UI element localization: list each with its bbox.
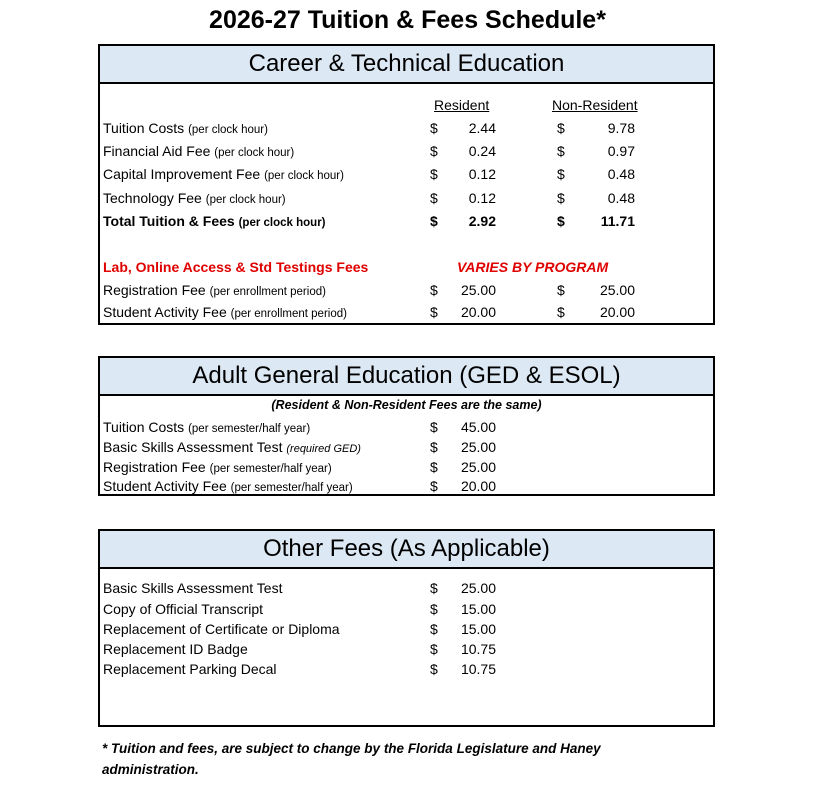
amount: 20.00 xyxy=(460,478,496,494)
resident-amount: 25.00 xyxy=(460,282,496,298)
currency: $ xyxy=(430,459,438,475)
amount: 25.00 xyxy=(460,580,496,596)
nonresident-amount: 11.71 xyxy=(600,213,635,229)
currency: $ xyxy=(430,601,438,617)
fee-label: Replacement Parking Decal xyxy=(103,661,277,677)
amount: 10.75 xyxy=(460,661,496,677)
career-technical-section xyxy=(98,44,715,325)
nonresident-currency: $ xyxy=(557,282,565,298)
amount: 45.00 xyxy=(460,419,496,435)
fee-label: Replacement ID Badge xyxy=(103,641,248,657)
resident-currency: $ xyxy=(430,166,438,182)
fee-label: Copy of Official Transcript xyxy=(103,601,264,617)
resident-amount: 2.44 xyxy=(468,120,496,136)
currency: $ xyxy=(430,661,438,677)
fee-note: (per clock hour) xyxy=(264,170,344,182)
resident-column-header: Resident xyxy=(434,97,490,113)
career-technical-heading: Career & Technical Education xyxy=(100,46,713,84)
nonresident-column-header: Non-Resident xyxy=(552,97,638,113)
fee-label: Registration Fee xyxy=(103,459,206,475)
resident-currency: $ xyxy=(430,282,438,298)
fee-label: Registration Fee xyxy=(103,282,206,298)
nonresident-amount: 0.48 xyxy=(607,166,635,182)
fee-label: Financial Aid Fee xyxy=(103,143,211,159)
footnote: * Tuition and fees, are subject to change by the Florida Legislature and Haney administration. xyxy=(102,741,601,777)
other-fees-section xyxy=(98,529,715,727)
resident-amount: 0.24 xyxy=(468,143,496,159)
page-title: 2026-27 Tuition & Fees Schedule* xyxy=(209,6,606,34)
nonresident-currency: $ xyxy=(557,120,565,136)
nonresident-amount: 9.78 xyxy=(607,120,635,136)
amount: 15.00 xyxy=(460,621,496,637)
amount: 25.00 xyxy=(460,439,496,455)
fee-note: (required GED) xyxy=(286,443,361,455)
nonresident-currency: $ xyxy=(557,304,565,320)
currency: $ xyxy=(430,478,438,494)
currency: $ xyxy=(430,641,438,657)
adult-education-subheading: (Resident & Non-Resident Fees are the same) xyxy=(271,398,542,412)
resident-currency: $ xyxy=(430,304,438,320)
resident-currency: $ xyxy=(430,143,438,159)
amount: 25.00 xyxy=(460,459,496,475)
nonresident-amount: 20.00 xyxy=(599,304,635,320)
currency: $ xyxy=(430,419,438,435)
currency: $ xyxy=(430,621,438,637)
lab-fees-value: VARIES BY PROGRAM xyxy=(457,259,609,275)
fee-label: Student Activity Fee xyxy=(103,304,227,320)
nonresident-amount: 25.00 xyxy=(599,282,635,298)
resident-amount: 20.00 xyxy=(460,304,496,320)
resident-amount: 0.12 xyxy=(468,166,496,182)
resident-currency: $ xyxy=(430,213,438,229)
fee-note: (per enrollment period) xyxy=(209,286,326,298)
fee-note: (per semester/half year) xyxy=(209,463,332,475)
nonresident-amount: 0.97 xyxy=(607,143,635,159)
fee-label: Capital Improvement Fee xyxy=(103,166,261,182)
nonresident-currency: $ xyxy=(557,166,565,182)
lab-fees-label: Lab, Online Access & Std Testings Fees xyxy=(103,259,369,275)
fee-label: Tuition Costs xyxy=(103,419,185,435)
currency: $ xyxy=(430,439,438,455)
nonresident-currency: $ xyxy=(557,213,565,229)
other-fees-heading: Other Fees (As Applicable) xyxy=(100,531,713,569)
nonresident-amount: 0.48 xyxy=(607,190,635,206)
fee-label: Basic Skills Assessment Test xyxy=(103,439,283,455)
fee-label: Basic Skills Assessment Test xyxy=(103,580,283,596)
currency: $ xyxy=(430,580,438,596)
fee-label: Tuition Costs xyxy=(103,120,185,136)
fee-note: (per semester/half year) xyxy=(188,423,311,435)
fee-note: (per enrollment period) xyxy=(230,308,347,320)
fee-note: (per clock hour) xyxy=(188,124,268,136)
fee-note: (per clock hour) xyxy=(214,147,295,159)
nonresident-currency: $ xyxy=(557,143,565,159)
fee-label: Replacement of Certificate or Diploma xyxy=(103,621,340,637)
fee-label: Student Activity Fee xyxy=(103,478,227,494)
amount: 15.00 xyxy=(460,601,496,617)
fee-note: (per clock hour) xyxy=(205,194,286,206)
resident-amount: 0.12 xyxy=(468,190,496,206)
resident-amount: 2.92 xyxy=(468,213,496,229)
fee-note: (per semester/half year) xyxy=(230,482,353,494)
resident-currency: $ xyxy=(430,190,438,206)
adult-education-heading: Adult General Education (GED & ESOL) xyxy=(100,358,713,396)
fee-label: Total Tuition & Fees xyxy=(103,213,235,229)
fee-label: Technology Fee xyxy=(103,190,202,206)
adult-education-section xyxy=(98,356,715,496)
fee-note: (per clock hour) xyxy=(238,217,326,229)
nonresident-currency: $ xyxy=(557,190,565,206)
amount: 10.75 xyxy=(460,641,496,657)
resident-currency: $ xyxy=(430,120,438,136)
